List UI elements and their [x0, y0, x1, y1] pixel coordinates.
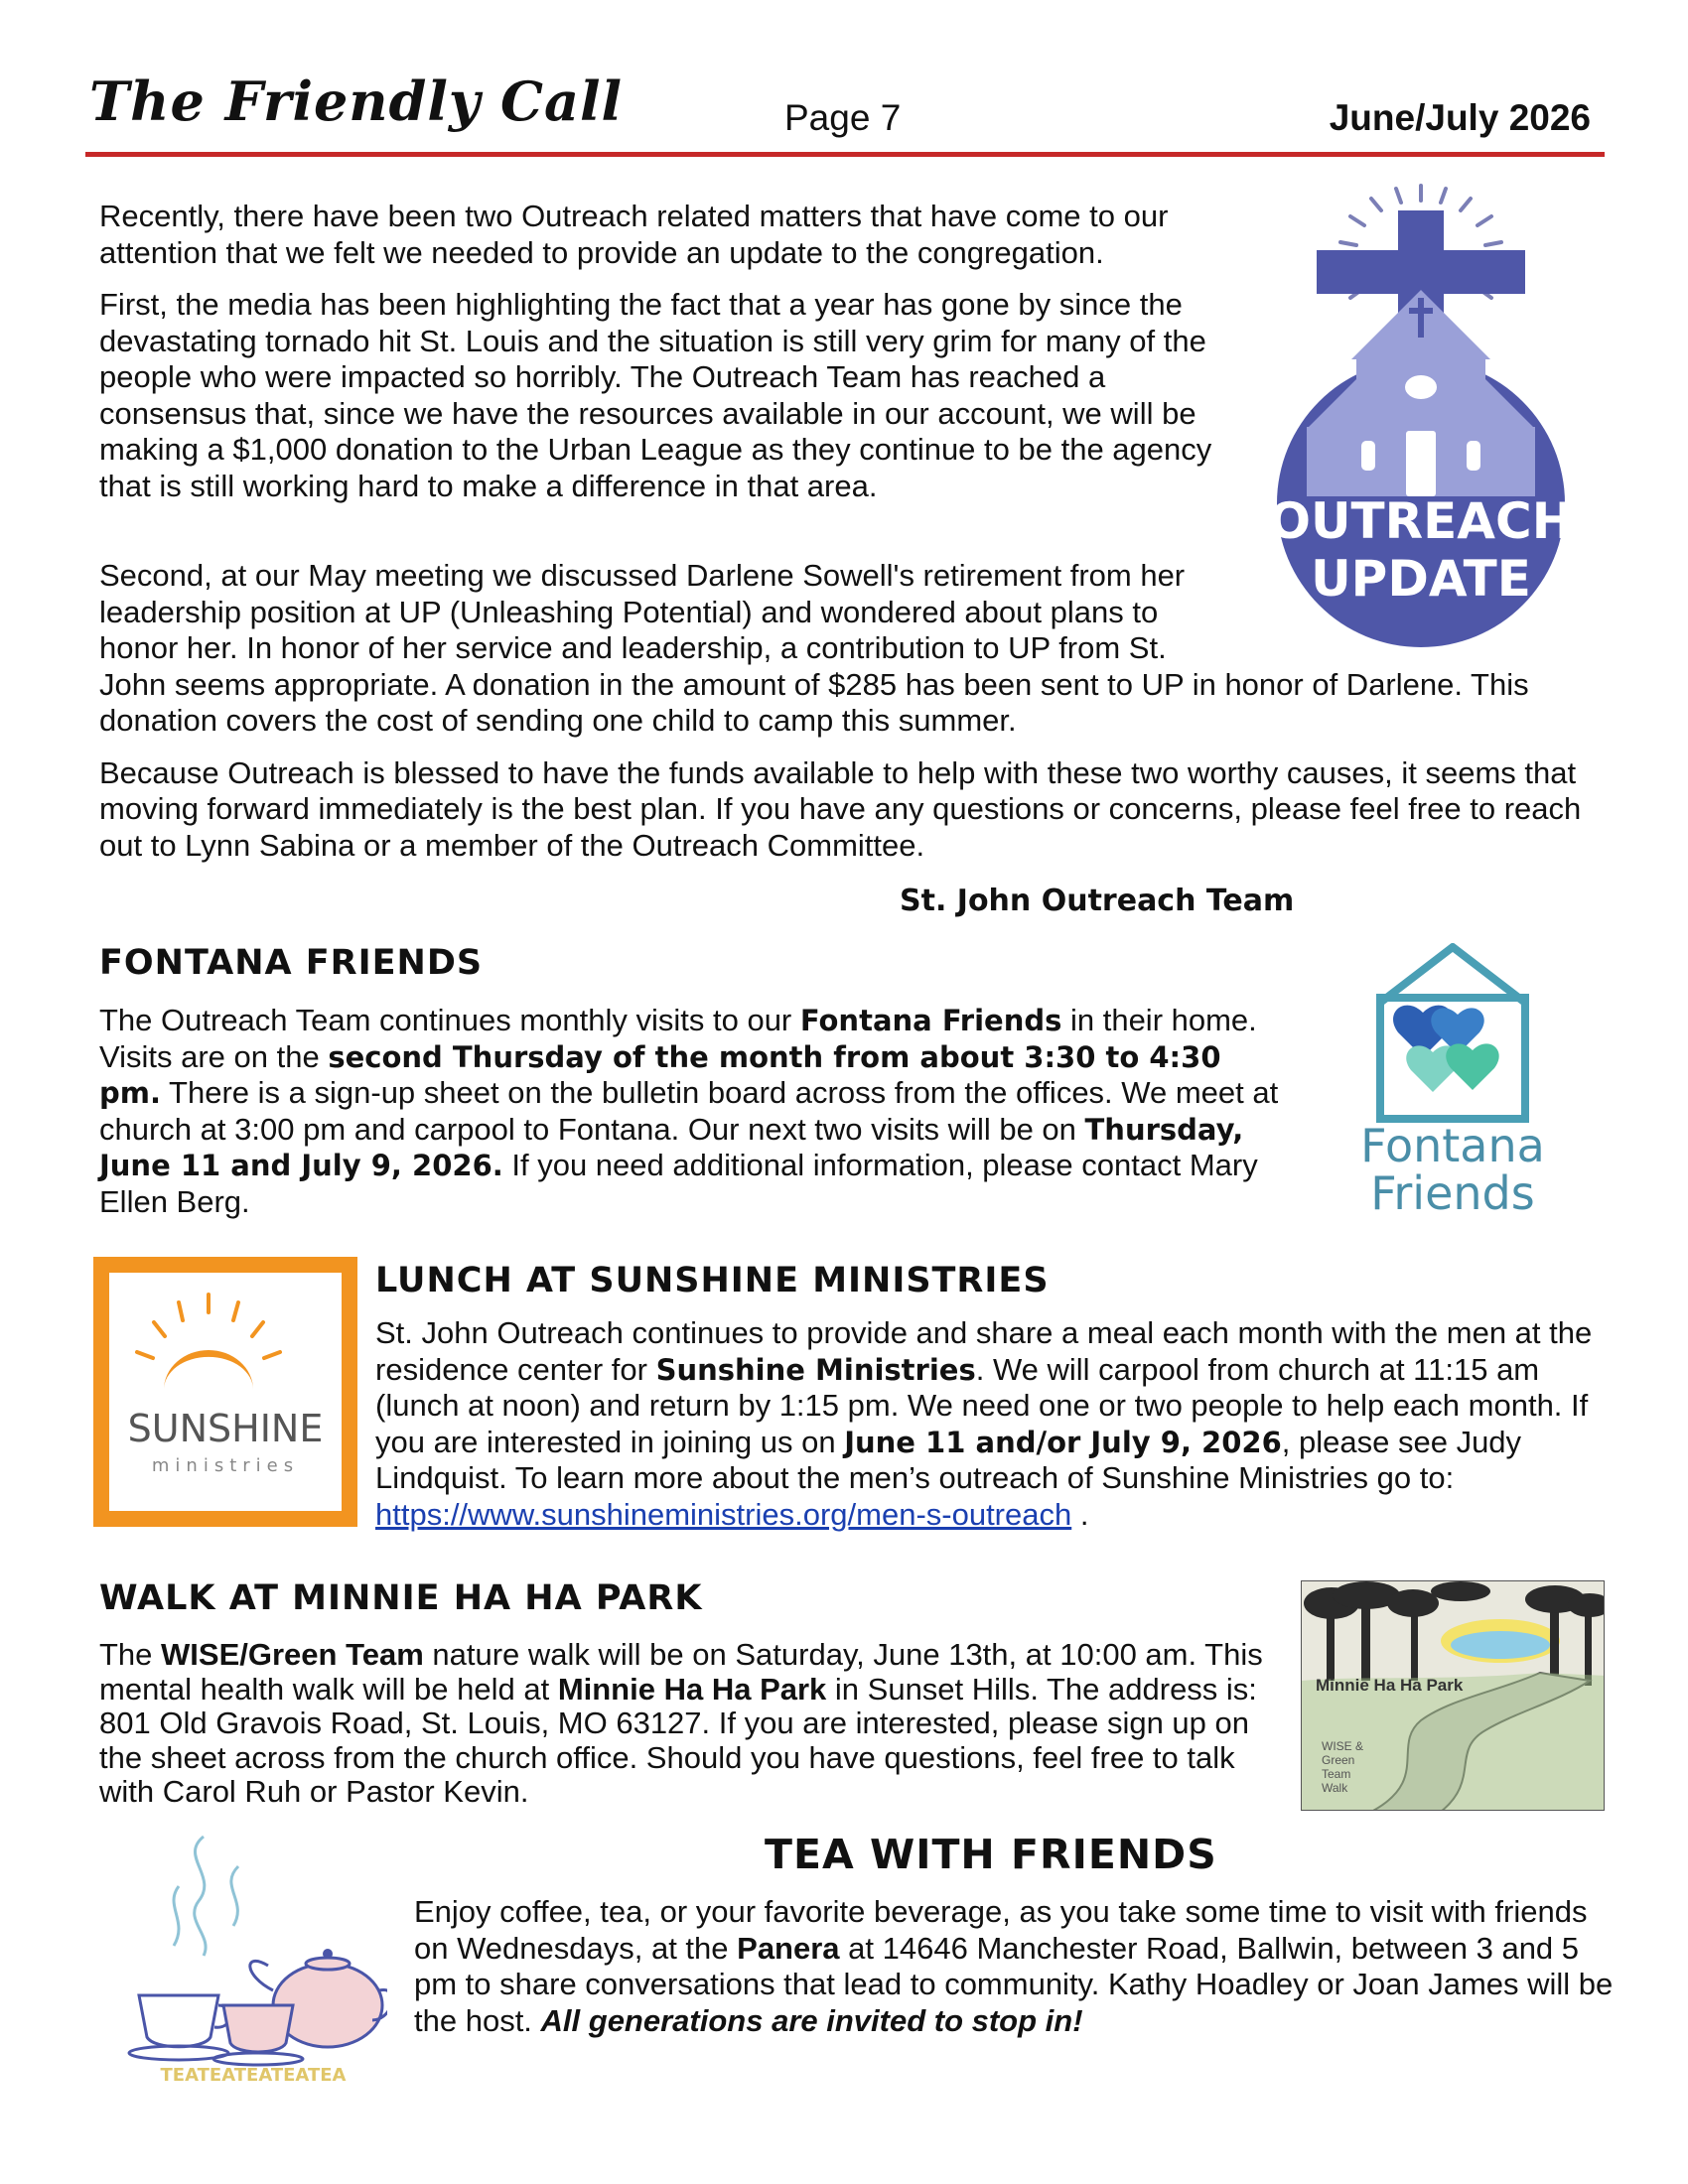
outreach-paragraph-1: Recently, there have been two Outreach related matters that have come to our attention that we felt we needed to provide an update to the congregation.: [99, 199, 1169, 270]
minnie-text-2: nature walk will be on Saturday, June 13th, at 10:00 am. This mental health walk will be held at: [99, 1637, 1263, 1706]
sunshine-text-2: . We will carpool from church at 11:15 am (lunch at noon) and return by 1:15 pm. We need one or two people to help each month. If you are interested in joining us on: [375, 1351, 1589, 1459]
header-rule: [85, 152, 1605, 157]
outreach-logo-text-1: OUTREACH: [1268, 492, 1574, 550]
sunshine-paragraph: [375, 1315, 1607, 1533]
outreach-paragraphs-bottom: [99, 558, 1599, 880]
minnie-logo-label: Minnie Ha Ha Park: [1316, 1676, 1464, 1695]
tea-bold-italic: All generations are invited to stop in!: [540, 2002, 1083, 2038]
tea-bold-1: Panera: [737, 1930, 840, 1966]
sunshine-logo-line-1: SUNSHINE: [127, 1407, 324, 1450]
minnie-park-logo: [1301, 1580, 1605, 1811]
fontana-logo-line-2: Friends: [1370, 1166, 1535, 1211]
fontana-text-3: There is a sign-up sheet on the bulletin board across from the offices. We meet at church at 3:00 pm and carpool to Fontana. Our next two visits will be on: [99, 1075, 1279, 1147]
park-trail-icon: [1302, 1581, 1605, 1811]
minnie-bold-2: Minnie Ha Ha Park: [557, 1671, 827, 1706]
minnie-logo-caption-3: Team: [1322, 1767, 1351, 1781]
tea-text-2: at 14646 Manchester Road, Ballwin, between 3 and 5 pm to share conversations that lead to community. Kathy Hoadley or Joan James will be the host.: [414, 1930, 1614, 2038]
sunshine-text-4: .: [1071, 1496, 1089, 1532]
outreach-paragraph-4: Because Outreach is blessed to have the funds available to help with these two worthy causes, it seems that moving forward immediately is the best plan. If you have any questions or concerns, please feel free to reach out to Lynn Sabina or a member of the Outreach Committee.: [99, 754, 1582, 863]
minnie-paragraph: [99, 1638, 1281, 1810]
page-number: Page 7: [784, 97, 902, 138]
tea-logo-text: TEATEATEATEATEA: [160, 2065, 347, 2085]
tea-heading: TEA WITH FRIENDS: [765, 1831, 1217, 1878]
fontana-paragraph: [99, 1003, 1281, 1220]
minnie-text-3: in Sunset Hills. The address is: 801 Old Gravois Road, St. Louis, MO 63127. If you are interested, please sign up on the sheet across from the church office. Should you have questions, feel free to talk with Carol Ruh or Pastor Kevin.: [99, 1671, 1257, 1809]
minnie-logo-caption-2: Green: [1322, 1753, 1355, 1767]
tea-paragraph: [414, 1894, 1616, 2039]
fontana-bold-3: Thursday, June 11 and July 9, 2026.: [99, 1112, 1244, 1182]
minnie-bold-1: WISE/Green Team: [161, 1637, 424, 1672]
outreach-signature: St. John Outreach Team: [900, 884, 1295, 918]
fontana-bold-2: second Thursday of the month from about 3:30 to 4:30 pm.: [99, 1039, 1221, 1110]
fontana-bold-1: Fontana Friends: [799, 1004, 1062, 1037]
sunshine-text-3: , please see Judy Lindquist. To learn more about the men’s outreach of Sunshine Ministries go to:: [375, 1424, 1522, 1495]
sunshine-bold-1: Sunshine Ministries: [655, 1352, 976, 1387]
outreach-paragraph-3: [99, 558, 1599, 740]
fontana-heading: FONTANA FRIENDS: [99, 943, 484, 983]
sunshine-logo: [93, 1257, 357, 1527]
sunshine-logo-line-2: ministries: [151, 1455, 300, 1476]
sunshine-bold-2: June 11 and/or July 9, 2026: [844, 1425, 1282, 1459]
sunshine-outreach-link[interactable]: https://www.sunshineministries.org/men-s-outreach: [375, 1496, 1072, 1532]
fontana-logo-line-1: Fontana: [1360, 1119, 1545, 1172]
outreach-paragraphs-top: [99, 199, 1221, 520]
minnie-text-1: The: [99, 1637, 162, 1672]
outreach-paragraph-2: First, the media has been highlighting the fact that a year has gone by since the devastating tornado hit St. Louis and the situation is still very grim for many of the people who were impacted so horribly. The Outreach Team has reached a consensus that, since we have the resources available in our account, we will be making a $1,000 donation to the Urban League as they continue to be the agency that is still working hard to make a difference in that area.: [99, 287, 1212, 503]
issue-date: June/July 2026: [1329, 97, 1591, 138]
sunshine-text-1: St. John Outreach continues to provide and share a meal each month with the men at the residence center for: [375, 1315, 1593, 1387]
minnie-logo-caption-4: Walk: [1322, 1781, 1348, 1795]
outreach-logo-text-2: UPDATE: [1311, 550, 1531, 608]
masthead: The Friendly Call: [89, 69, 624, 133]
tea-logo: [119, 1827, 387, 2085]
sunshine-logo-inner: [109, 1273, 342, 1511]
house-hearts-icon: [1309, 943, 1597, 1211]
sunshine-heading: LUNCH AT SUNSHINE MINISTRIES: [375, 1261, 1050, 1300]
fontana-text-1: The Outreach Team continues monthly visits to our: [99, 1003, 800, 1037]
fontana-text-4: If you need additional information, please contact Mary Ellen Berg.: [99, 1148, 1258, 1219]
fontana-logo: [1309, 943, 1597, 1211]
minnie-logo-caption-1: WISE &: [1322, 1739, 1364, 1753]
tea-text-1: Enjoy coffee, tea, or your favorite beverage, as you take some time to visit with friends on Wednesdays, at the: [414, 1894, 1588, 1966]
minnie-heading: WALK AT MINNIE HA HA PARK: [99, 1578, 703, 1618]
sun-icon: [109, 1273, 342, 1511]
teapot-cups-icon: [119, 1827, 387, 2085]
fontana-text-2: in their home. Visits are on the: [99, 1003, 1257, 1074]
outreach-paragraph-3-text: Second, at our May meeting we discussed Darlene Sowell's retirement from her leadership position at UP (Unleashing Potential) and wondered about plans to honor her. In honor of her service and leadership, a contribution to UP from St. John seems appropriate. A donation in the amount of $285 has been sent to UP in honor of Darlene. This donation covers the cost of sending one child to camp this summer.: [99, 558, 1529, 738]
